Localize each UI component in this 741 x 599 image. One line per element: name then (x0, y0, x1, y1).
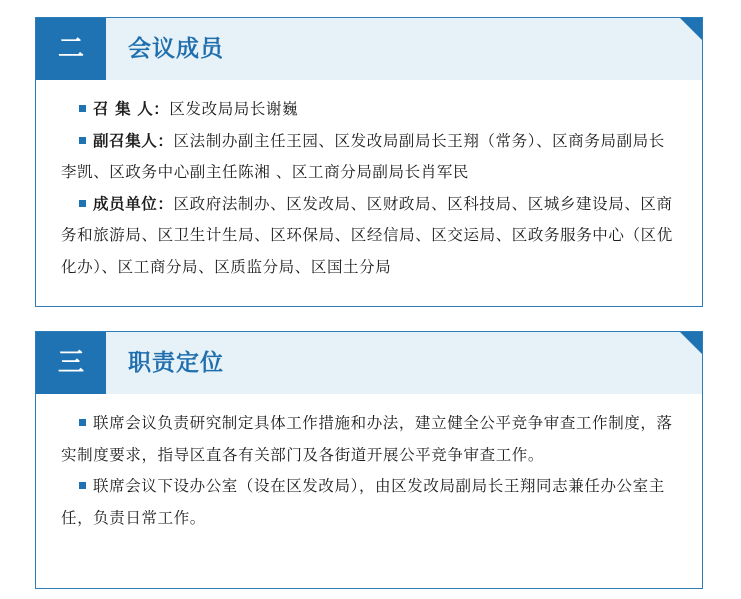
item-label: 副召集人： (93, 131, 174, 150)
square-bullet-icon (79, 200, 86, 207)
section-members (35, 17, 703, 307)
square-bullet-icon (79, 137, 86, 144)
list-item (61, 94, 680, 126)
section-header (36, 18, 702, 80)
section-responsibilities (35, 331, 703, 589)
item-text: 区发改局局长谢巍 (169, 100, 299, 118)
section-title: 会议成员 (128, 36, 224, 62)
section-number: 三 (36, 332, 106, 394)
section-body (61, 408, 680, 534)
list-item (61, 471, 680, 534)
item-label: 召 集 人： (93, 100, 170, 118)
section-title: 职责定位 (128, 350, 224, 376)
item-label: 成员单位： (93, 194, 174, 213)
item-text: 联席会议负责研究制定具体工作措施和办法，建立健全公平竞争审查工作制度，落实制度要求，指导区直各有关部门及各街道开展公平竞争审查工作。 (61, 414, 673, 464)
square-bullet-icon (79, 105, 86, 112)
section-number: 二 (36, 18, 106, 80)
list-item (61, 126, 680, 189)
item-text: 区政府法制办、区发改局、区财政局、区科技局、区城乡建设局、区商务和旅游局、区卫生计生局、区环保局、区经信局、区交运局、区政务服务中心（区优化办）、区工商分局、区质监分局、区国土分局 (61, 194, 673, 276)
item-text: 联席会议下设办公室（设在区发改局），由区发改局副局长王翔同志兼任办公室主任，负责日常工作。 (61, 477, 665, 527)
section-body (61, 94, 680, 283)
list-item (61, 408, 680, 471)
corner-decoration (680, 332, 702, 354)
corner-decoration (680, 18, 702, 40)
section-header (36, 332, 702, 394)
item-text: 区法制办副主任王园、区发改局副局长王翔（常务）、区商务局副局长李凯、区政务中心副主任陈湘 、区工商分局副局长肖军民 (61, 131, 665, 181)
list-item (61, 189, 680, 284)
square-bullet-icon (79, 482, 86, 489)
square-bullet-icon (79, 419, 86, 426)
